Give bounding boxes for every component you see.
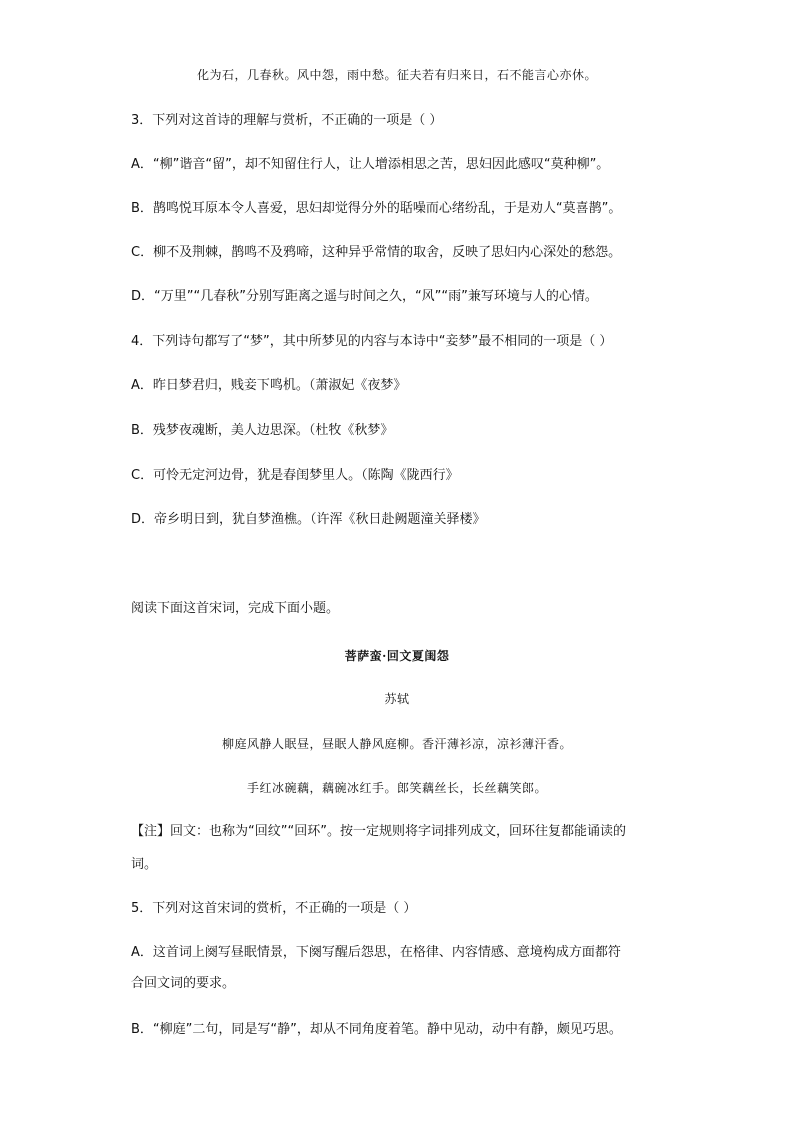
q4-stem: 4．下列诗句都写了“梦”，其中所梦见的内容与本诗中“妾梦”最不相同的一项是（ ） bbox=[131, 334, 613, 349]
q4-option-d: D．帝乡明日到，犹自梦渔樵。（许浑《秋日赴阙题潼关驿楼》 bbox=[131, 512, 486, 527]
q5-option-a-line-2: 合回文词的要求。 bbox=[131, 976, 236, 991]
note-line-1: 【注】回文：也称为“回纹”“回环”。按一定规则将字词排列成文，回环往复都能诵读的 bbox=[131, 824, 626, 839]
poem2-title: 菩萨蛮·回文夏闺怨 bbox=[344, 649, 450, 663]
reading-intro: 阅读下面这首宋词，完成下面小题。 bbox=[131, 601, 340, 616]
poem2-line-1: 柳庭风静人眠昼，昼眠人静风庭柳。香汗薄衫凉，凉衫薄汗香。 bbox=[221, 737, 572, 751]
q3-stem: 3．下列对这首诗的理解与赏析，不正确的一项是（ ） bbox=[131, 113, 443, 128]
q5-option-a-line-1: A．这首词上阕写昼眠情景，下阕写醒后怨思，在格律、内容情感、意境构成方面都符 bbox=[131, 945, 621, 960]
q5-option-b: B．“柳庭”二句，同是写“静”，却从不同角度着笔。静中见动，动中有静，颇见巧思。 bbox=[131, 1022, 622, 1037]
poem2-line-2: 手红冰碗藕，藕碗冰红手。郎笑藕丝长，长丝藕笑郎。 bbox=[246, 781, 547, 795]
q4-option-c: C．可怜无定河边骨，犹是春闺梦里人。（陈陶《陇西行》 bbox=[131, 468, 459, 483]
q4-option-a: A．昨日梦君归，贱妾下鸣机。（萧淑妃《夜梦》 bbox=[131, 378, 407, 393]
q3-option-c: C．柳不及荆棘，鹊鸣不及鸦啼，这种异乎常情的取舍，反映了思妇内心深处的愁怨。 bbox=[131, 245, 622, 260]
poem1-last-line: 化为石，几春秋。风中怨，雨中愁。征夫若有归来日，石不能言心亦休。 bbox=[196, 68, 597, 82]
poem2-author: 苏轼 bbox=[384, 692, 410, 706]
q3-option-d: D．“万里”“几春秋”分别写距离之遥与时间之久，“风”“雨”兼写环境与人的心情。 bbox=[131, 289, 598, 304]
note-line-2: 词。 bbox=[131, 857, 158, 872]
q3-option-a: A．“柳”谐音“留”，却不知留住行人，让人增添相思之苦，思妇因此感叹“莫种柳”。 bbox=[131, 157, 610, 172]
q5-stem: 5．下列对这首宋词的赏析，不正确的一项是（ ） bbox=[131, 901, 417, 916]
q4-option-b: B．残梦夜魂断，美人边思深。（杜牧《秋梦》 bbox=[131, 423, 394, 438]
q3-option-b: B．鹊鸣悦耳原本令人喜爱，思妇却觉得分外的聒噪而心绪纷乱，于是劝人“莫喜鹊”。 bbox=[131, 201, 622, 216]
